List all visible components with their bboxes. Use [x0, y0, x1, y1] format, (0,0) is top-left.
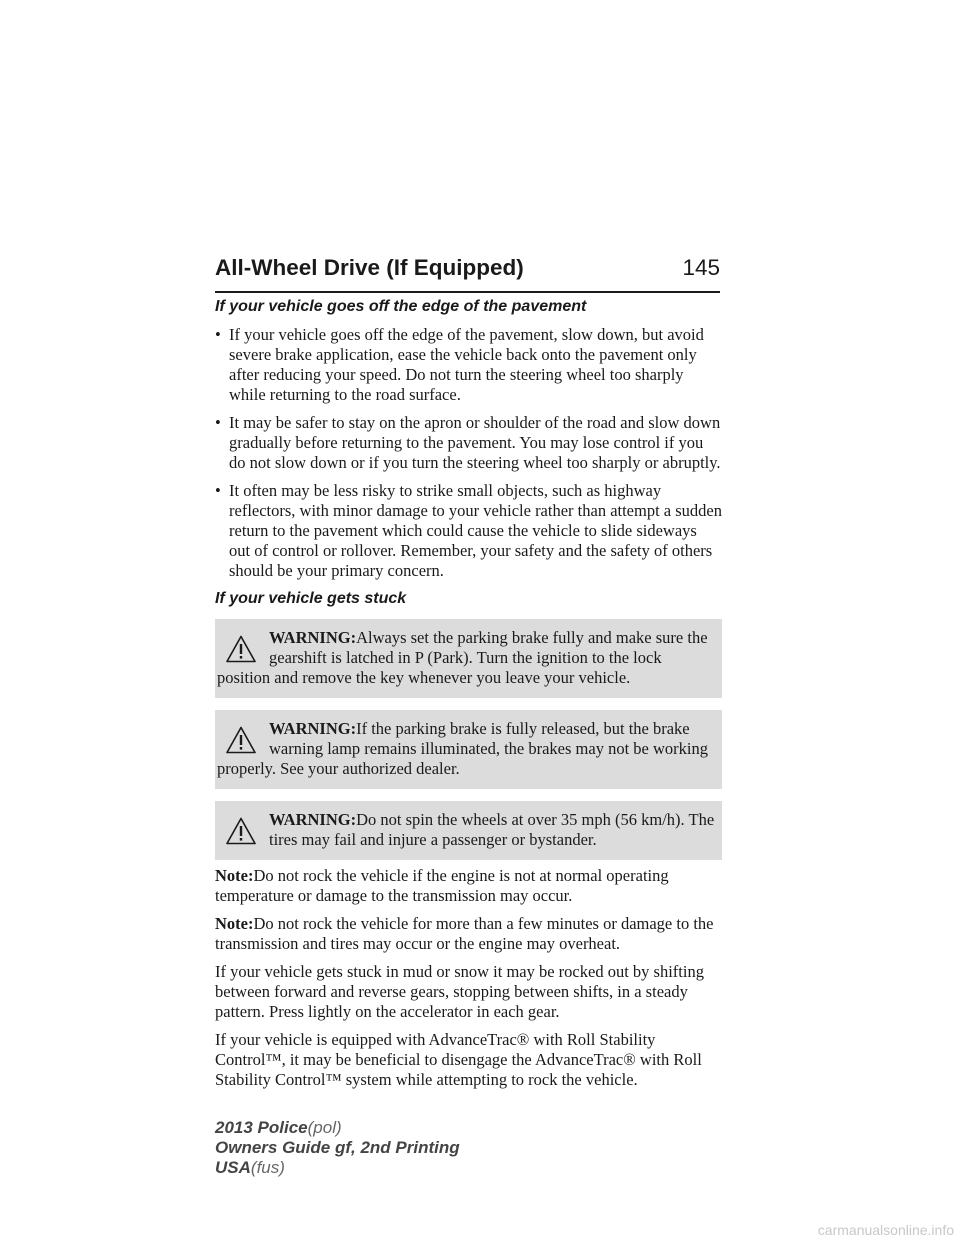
warning-text: Always set the parking brake fully and make sure the gearshift is latched in P (Park). Turn the ignition to the lock position and remove the key whenever you leave your vehicle.	[217, 628, 708, 687]
off-pavement-bullet-list	[215, 325, 722, 581]
warning-text: Do not spin the wheels at over 35 mph (56 km/h). The tires may fail and injure a passenger or bystander.	[269, 810, 715, 849]
list-item	[215, 481, 722, 581]
list-item	[215, 325, 722, 405]
warning-label: WARNING:	[269, 719, 357, 738]
body-paragraph: If your vehicle gets stuck in mud or snow it may be rocked out by shifting between forward and reverse gears, stopping between shifts, in a steady pattern. Press lightly on the accelerator in each gear.	[215, 962, 704, 1021]
document-footer	[215, 1118, 460, 1178]
note-paragraph	[215, 866, 722, 906]
footer-region: USA	[215, 1158, 251, 1177]
page-header	[215, 255, 720, 293]
bullet-text: It often may be less risky to strike small objects, such as highway reflectors, with minor damage to your vehicle rather than attempt a sudden return to the pavement which could cause the vehicle to slide sideways out of control or rollover. Remember, your safety and the safety of others should be your primary concern.	[229, 481, 722, 580]
bullet-text: It may be safer to stay on the apron or shoulder of the road and slow down gradually before returning to the pavement. You may lose control if you do not slow down or if you turn the steering wheel too sharply or abruptly.	[229, 413, 721, 472]
note-label: Note:	[215, 866, 254, 885]
warning-box	[215, 619, 722, 698]
footer-region-code: (fus)	[250, 1158, 285, 1177]
footer-guide-title: Owners Guide gf, 2nd Printing	[215, 1138, 460, 1157]
watermark: carmanualsonline.info	[817, 1222, 954, 1238]
warning-box	[215, 801, 722, 860]
warning-triangle-icon	[226, 817, 256, 845]
page-content	[215, 297, 722, 1098]
note-label: Note:	[215, 914, 254, 933]
warning-text: If the parking brake is fully released, but the brake warning lamp remains illuminated, the brakes may not be working properly. See your authorized dealer.	[217, 719, 708, 778]
warning-box	[215, 710, 722, 789]
body-paragraph: If your vehicle is equipped with AdvanceTrac® with Roll Stability Control™, it may be beneficial to disengage the AdvanceTrac® with Roll Stability Control™ system while attempting to rock the vehicle.	[215, 1030, 702, 1089]
chapter-title: All-Wheel Drive (If Equipped)	[215, 255, 524, 280]
page-number: 145	[682, 255, 720, 280]
bullet-icon: •	[215, 481, 221, 500]
note-text: Do not rock the vehicle for more than a few minutes or damage to the transmission and tires may occur or the engine may overheat.	[215, 914, 714, 953]
warning-triangle-icon	[226, 726, 256, 754]
list-item	[215, 413, 722, 473]
section-heading-stuck: If your vehicle gets stuck	[215, 590, 407, 607]
note-text: Do not rock the vehicle if the engine is not at normal operating temperature or damage to the transmission may occur.	[215, 866, 669, 905]
footer-model-code: (pol)	[307, 1118, 342, 1137]
footer-line-region	[215, 1158, 460, 1178]
warning-label: WARNING:	[269, 628, 357, 647]
footer-line-edition	[215, 1118, 460, 1138]
bullet-icon: •	[215, 413, 221, 432]
bullet-icon: •	[215, 325, 221, 344]
section-heading-off-pavement: If your vehicle goes off the edge of the pavement	[215, 298, 587, 315]
note-paragraph	[215, 914, 722, 954]
warning-label: WARNING:	[269, 810, 357, 829]
footer-model: 2013 Police	[215, 1118, 308, 1137]
warning-triangle-icon	[226, 635, 256, 663]
bullet-text: If your vehicle goes off the edge of the pavement, slow down, but avoid severe brake application, ease the vehicle back onto the pavement only after reducing your speed. Do not turn the steering wheel too sharply while returning to the road surface.	[229, 325, 704, 404]
